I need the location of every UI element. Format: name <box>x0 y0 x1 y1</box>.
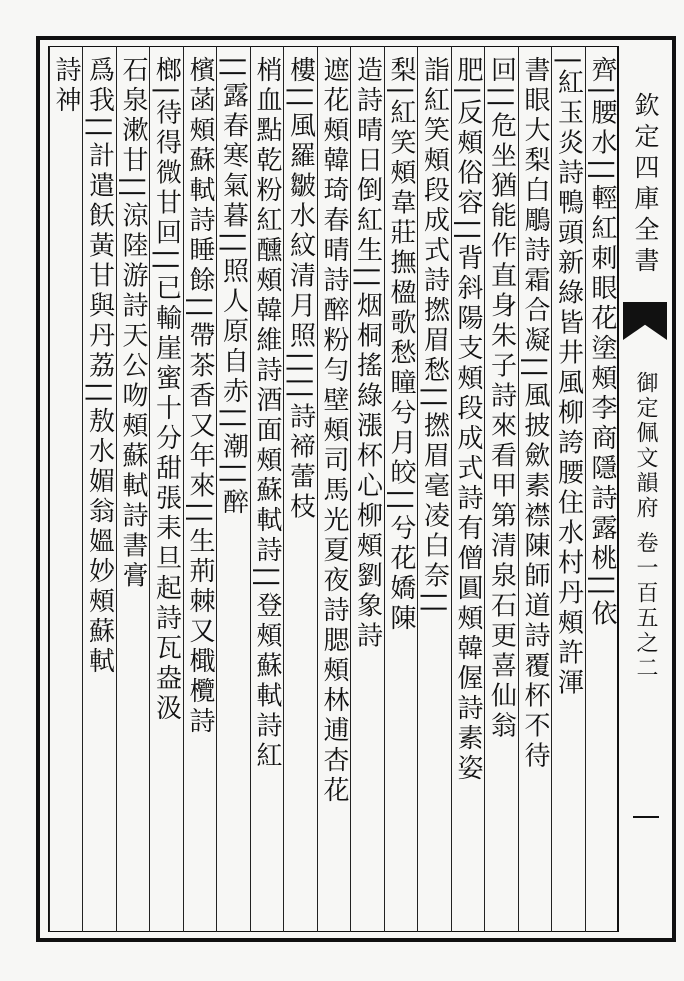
text-column: |紅玉炎詩鴨頭新綠皆井風柳誇腰住水村丹頰許渾 <box>553 56 584 699</box>
text-column: 梢血點乾粉紅醺頰韓維詩酒面頰蘇軾詩||登頰蘇軾詩紅 <box>252 56 282 772</box>
juan-label <box>619 356 671 696</box>
text-column: 回||危坐猶能作直身朱子詩來看甲第清泉石更喜仙翁 <box>486 56 517 742</box>
folio-number <box>633 816 659 822</box>
text-column: 遮花頰韓琦春晴詩醉粉勻壁頰司馬光夏夜詩腮頰林逋杏花 <box>319 56 349 806</box>
text-column: 肥|反頰俗容||背斜陽支頰段成式詩有僧圓頰韓偓詩素姿 <box>453 56 483 785</box>
text-column: 齊|腰水||輕紅刺眼花塗頰李商隱詩露桃||依 <box>587 56 617 630</box>
text-column: 造詩晴日倒紅生||烟桐搖綠漲杯心柳頰劉象詩 <box>352 56 383 652</box>
text-column: 書眼大梨白鵰詩霜合凝||風披歛素襟陳師道詩覆杯不待 <box>520 56 550 772</box>
text-column: ||露春寒氣暮||照人原自赤||潮||醉 <box>218 56 249 519</box>
series-title: 欽定四庫全書 <box>631 92 660 278</box>
text-column: 石泉漱甘||涼陸游詩天公吻頰蘇軾詩書膏 <box>118 56 148 592</box>
text-column: 詣紅笑頰段成式詩撚眉愁||撚眉毫凌白奈|| <box>419 56 450 618</box>
juan-number: 卷一百五之二 <box>633 531 658 681</box>
center-fold-margin <box>618 46 672 932</box>
text-column: 檳菡頰蘇軾詩睡餘||帶茶香又年來||生荊棘又檝欖詩 <box>185 56 215 738</box>
text-column: 梨|紅笑頰韋莊撫楹歌愁瞳兮月皎||兮花嬌陳 <box>386 56 416 635</box>
text-column: 詩神 <box>51 56 81 116</box>
text-column: 樓||風羅皺水紋清月照||||詩褅蕾枝 <box>285 56 316 523</box>
text-column: 榔|待得微甘回||已輸崖蜜十分甜張耒旦起詩瓦盎汲 <box>151 56 182 725</box>
book-title: 御定佩文韻府 <box>633 371 658 521</box>
fishtail-mark-icon <box>623 302 667 340</box>
text-column: 爲我||計遣飫黃甘與丹荔||敖水媚翁媼妙頰蘇軾 <box>84 56 115 678</box>
